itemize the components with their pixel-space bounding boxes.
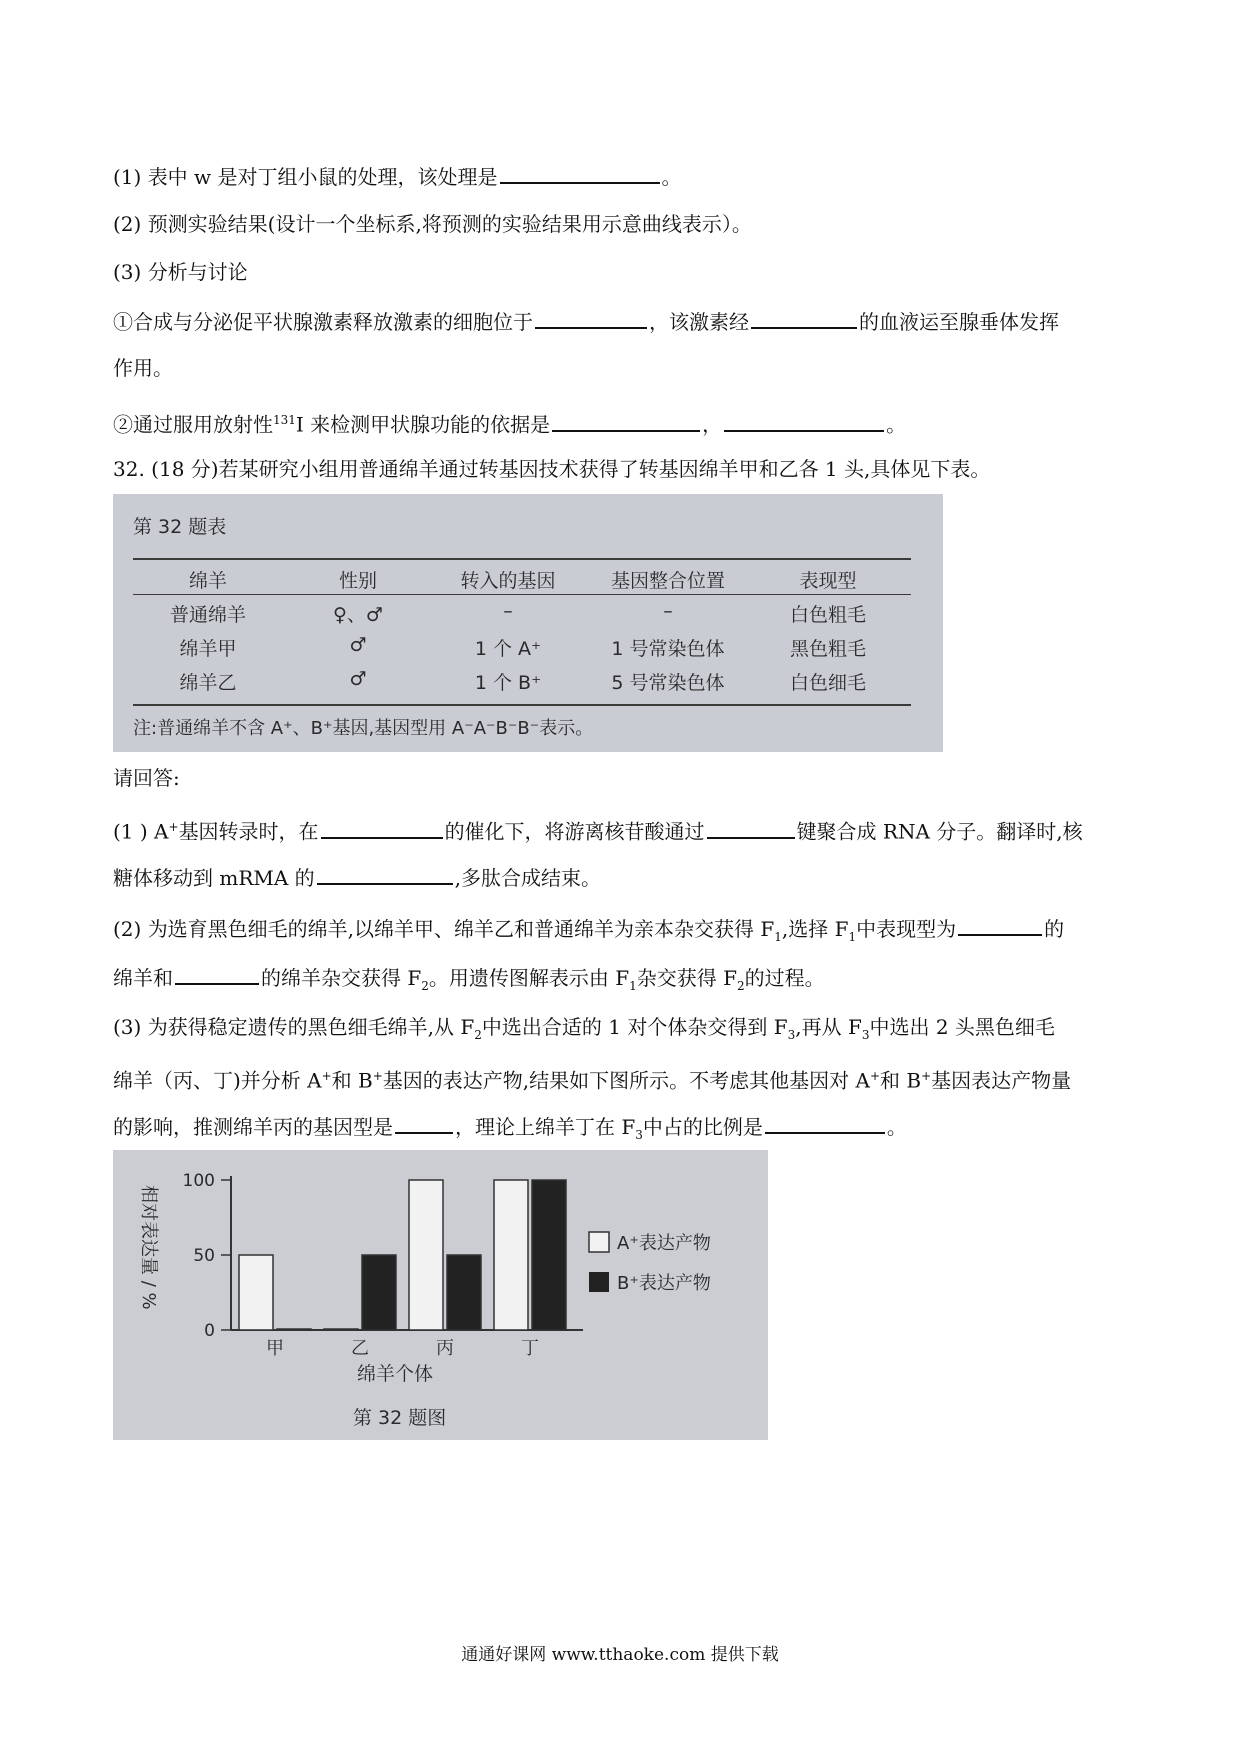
answer-blank bbox=[321, 815, 443, 839]
text: ，理论上绵羊丁在 F bbox=[455, 1115, 636, 1139]
q32-p1 bbox=[113, 812, 1083, 847]
superscript: + bbox=[921, 1069, 932, 1083]
subscript: 1 bbox=[629, 979, 637, 993]
table-cell: 1 号常染色体 bbox=[611, 638, 725, 660]
table-cell: – bbox=[663, 600, 673, 622]
subscript: 2 bbox=[421, 979, 429, 993]
table-title: 第 32 题表 bbox=[133, 516, 227, 538]
q31-item2-text: ②通过服用放射性 bbox=[113, 412, 273, 437]
table-cell: ♂ bbox=[349, 668, 367, 690]
table-bottom-rule bbox=[133, 704, 911, 706]
text: ,再从 F bbox=[795, 1015, 862, 1039]
superscript: + bbox=[372, 1069, 383, 1083]
bar-b-1 bbox=[362, 1255, 396, 1330]
text: 和 B bbox=[880, 1068, 922, 1093]
q31-sub3: (3) 分析与讨论 bbox=[113, 260, 248, 284]
answer-blank bbox=[500, 160, 660, 184]
text: 中占的比例是 bbox=[642, 1115, 763, 1139]
answer-blank bbox=[765, 1110, 885, 1134]
q32-p3-cont2 bbox=[113, 1110, 907, 1150]
text: 绵羊（丙、丁)并分析 A bbox=[113, 1068, 322, 1093]
x-tick-label: 丙 bbox=[436, 1338, 454, 1359]
q31-item2 bbox=[113, 405, 906, 440]
superscript: + bbox=[168, 820, 179, 834]
q31-item1-text2: ，该激素经 bbox=[649, 310, 749, 334]
y-tick-label: 50 bbox=[193, 1246, 215, 1266]
table-header: 基因整合位置 bbox=[610, 570, 725, 592]
text: 基因的表达产物,结果如下图所示。不考虑其他基因对 A bbox=[382, 1068, 870, 1093]
superscript: + bbox=[869, 1069, 881, 1083]
text: 的绵羊杂交获得 F bbox=[261, 966, 422, 990]
text: 和 B bbox=[331, 1068, 373, 1093]
subscript: 2 bbox=[736, 979, 745, 993]
text: 的催化下，将游离核苷酸通过 bbox=[444, 819, 705, 844]
text: 中表现型为 bbox=[856, 917, 957, 941]
answer-blank bbox=[707, 815, 795, 839]
table-cell: 黑色粗毛 bbox=[789, 638, 866, 660]
q32-p2-cont bbox=[113, 961, 825, 1001]
table-cell: 白色粗毛 bbox=[789, 604, 866, 626]
table-header: 性别 bbox=[338, 570, 377, 592]
chart-title: 第 32 题图 bbox=[353, 1407, 447, 1429]
isotope-superscript: 131 bbox=[273, 413, 296, 427]
table-cell: 1 个 B⁺ bbox=[474, 672, 542, 694]
text: (2) 为选育黑色细毛的绵羊,以绵羊甲、绵羊乙和普通绵羊为亲本杂交获得 F bbox=[113, 917, 775, 941]
q32-p3-cont bbox=[113, 1061, 1071, 1096]
q31-sub1-text: (1) 表中 w 是对丁组小鼠的处理，该处理是 bbox=[113, 165, 498, 189]
table-cell: ♀、♂ bbox=[333, 604, 383, 626]
answer-blank bbox=[724, 408, 884, 432]
text: 的过程。 bbox=[744, 966, 825, 990]
bar-b-3 bbox=[532, 1180, 566, 1330]
legend-label-a: A⁺表达产物 bbox=[617, 1233, 711, 1254]
y-tick-label: 0 bbox=[204, 1321, 215, 1341]
q32-p1-cont bbox=[113, 861, 601, 893]
text: (3) 为获得稳定遗传的黑色细毛绵羊,从 F bbox=[113, 1015, 475, 1039]
q32-p2 bbox=[113, 912, 1064, 952]
bar-a-3 bbox=[494, 1180, 528, 1330]
q31-item2-end: 。 bbox=[886, 412, 907, 437]
text: 绵羊和 bbox=[113, 966, 173, 990]
bar-a-2 bbox=[409, 1180, 443, 1330]
text: 基因转录时，在 bbox=[178, 819, 319, 844]
text: 基因表达产物量 bbox=[931, 1068, 1072, 1093]
q31-sub1-end: 。 bbox=[661, 165, 682, 189]
q32-prompt: 请回答: bbox=[113, 766, 180, 790]
table-cell: – bbox=[503, 600, 513, 622]
answer-blank bbox=[535, 305, 647, 329]
subscript: 3 bbox=[861, 1028, 870, 1042]
answer-blank bbox=[751, 305, 857, 329]
q31-item1-text3: 的血液运至腺垂体发挥 bbox=[859, 310, 1059, 334]
text: 。用遗传图解表示由 F bbox=[428, 966, 630, 990]
answer-blank bbox=[175, 961, 259, 985]
table-cell: 普通绵羊 bbox=[169, 604, 246, 626]
text: 。 bbox=[886, 1115, 907, 1139]
answer-blank bbox=[958, 912, 1042, 936]
y-axis-label: 相对表达量 / % bbox=[138, 1185, 159, 1310]
q31-item1 bbox=[113, 305, 1059, 337]
superscript: + bbox=[321, 1069, 332, 1083]
table-note: 注:普通绵羊不含 A⁺、B⁺基因,基因型用 A⁻A⁻B⁻B⁻表示。 bbox=[133, 718, 594, 739]
table-cell: ♂ bbox=[349, 634, 367, 656]
answer-blank bbox=[317, 861, 453, 885]
table-header: 表现型 bbox=[799, 570, 857, 592]
legend-label-b: B⁺表达产物 bbox=[617, 1273, 711, 1294]
q32-p3 bbox=[113, 1012, 1055, 1050]
table-top-rule bbox=[133, 558, 911, 560]
table-cell: 白色细毛 bbox=[789, 672, 866, 694]
text: ,选择 F bbox=[781, 917, 849, 941]
subscript: 1 bbox=[774, 930, 782, 944]
table-cell: 绵羊乙 bbox=[179, 672, 237, 694]
q31-sub1 bbox=[113, 160, 682, 192]
subscript: 3 bbox=[787, 1028, 796, 1042]
y-tick-label: 100 bbox=[182, 1171, 215, 1191]
text: 中选出合适的 1 对个体杂交得到 F bbox=[481, 1015, 788, 1039]
x-tick-label: 丁 bbox=[521, 1338, 539, 1359]
text: 中选出 2 头黑色细毛 bbox=[869, 1015, 1055, 1039]
q31-item2-comma: ， bbox=[702, 412, 723, 437]
answer-blank bbox=[395, 1110, 453, 1134]
q31-item1-cont: 作用。 bbox=[113, 356, 173, 380]
q32-intro: 32. (18 分)若某研究小组用普通绵羊通过转基因技术获得了转基因绵羊甲和乙各 1 头,具体见下表。 bbox=[113, 457, 991, 481]
text: (1 ) A bbox=[113, 819, 169, 844]
table-cell: 绵羊甲 bbox=[179, 638, 237, 660]
x-tick-label: 甲 bbox=[266, 1338, 284, 1359]
legend-swatch-b bbox=[589, 1272, 609, 1292]
legend-swatch-a bbox=[589, 1232, 609, 1252]
subscript: 1 bbox=[848, 930, 857, 944]
text: 的 bbox=[1044, 917, 1065, 941]
bar-chart-image bbox=[113, 1150, 768, 1440]
bar-b-0 bbox=[277, 1329, 311, 1330]
table-header-rule bbox=[133, 594, 911, 595]
table-header: 转入的基因 bbox=[460, 570, 556, 592]
text: 杂交获得 F bbox=[636, 966, 737, 990]
x-tick-label: 乙 bbox=[351, 1338, 369, 1359]
text: 的影响，推测绵羊丙的基因型是 bbox=[113, 1115, 393, 1139]
page-footer: 通通好课网 www.tthaoke.com 提供下载 bbox=[461, 1645, 779, 1665]
subscript: 3 bbox=[635, 1128, 643, 1142]
table-header: 绵羊 bbox=[188, 570, 227, 592]
q31-item2-text2: I 来检测甲状腺功能的依据是 bbox=[295, 412, 551, 437]
q31-sub2: (2) 预测实验结果(设计一个坐标系,将预测的实验结果用示意曲线表示）。 bbox=[113, 212, 752, 236]
bar-a-1 bbox=[324, 1329, 358, 1330]
x-axis-label: 绵羊个体 bbox=[357, 1363, 434, 1385]
bar-b-2 bbox=[447, 1255, 481, 1330]
bar-a-0 bbox=[239, 1255, 273, 1330]
text: 键聚合成 RNA 分子。翻译时,核 bbox=[796, 819, 1083, 844]
text: ,多肽合成结束。 bbox=[454, 866, 602, 890]
table-cell: 5 号常染色体 bbox=[611, 672, 725, 694]
table-cell: 1 个 A⁺ bbox=[474, 638, 542, 660]
text: 糖体移动到 mRMA 的 bbox=[113, 866, 315, 890]
subscript: 2 bbox=[474, 1028, 482, 1042]
question-table-image bbox=[113, 494, 943, 752]
bar-chart bbox=[113, 1150, 768, 1440]
answer-blank bbox=[552, 408, 700, 432]
q31-item1-text: ①合成与分泌促平状腺激素释放激素的细胞位于 bbox=[113, 310, 533, 334]
